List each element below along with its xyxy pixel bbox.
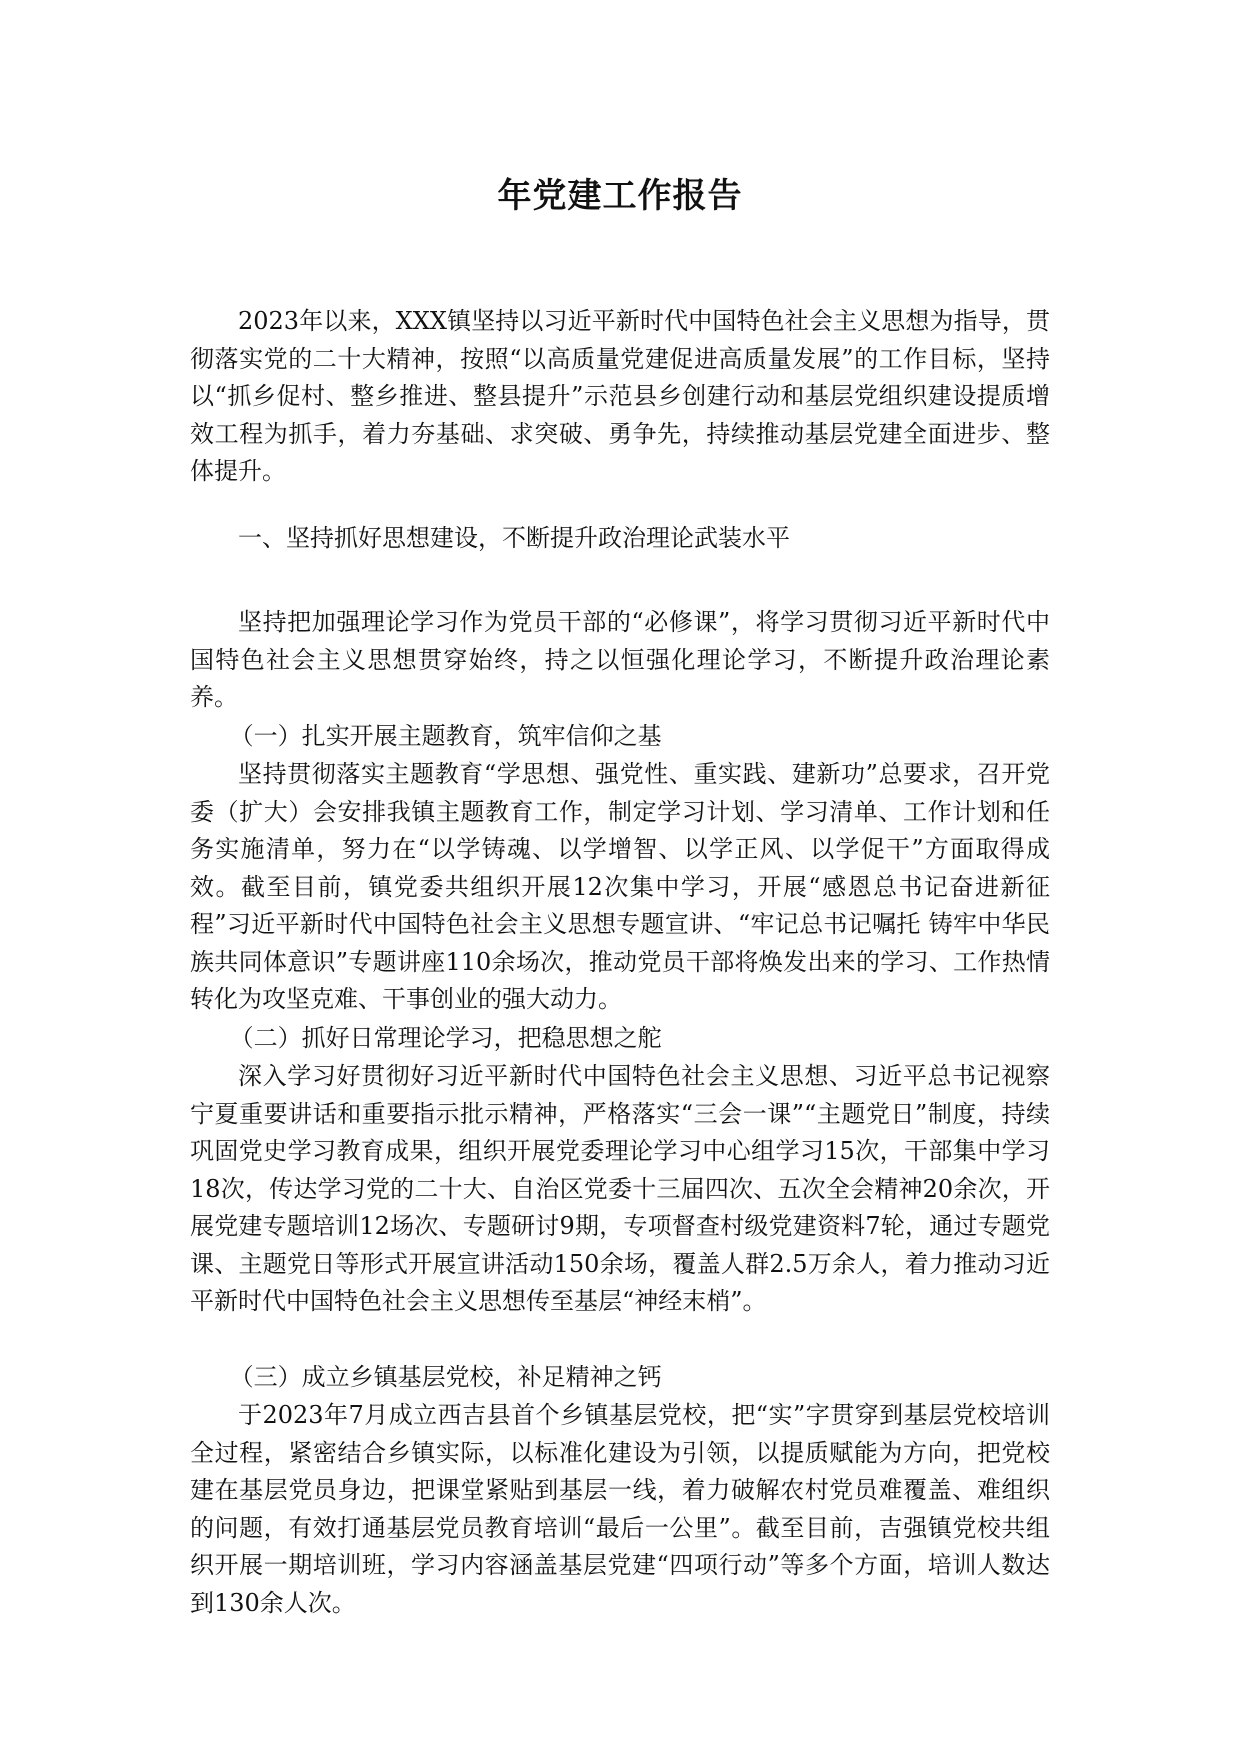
subsection-heading: （二）抓好日常理论学习，把稳思想之舵 — [229, 1024, 662, 1052]
subsection-heading: （一）扎实开展主题教育，筑牢信仰之基 — [229, 722, 662, 750]
section-heading: 一、坚持抓好思想建设，不断提升政治理论武装水平 — [238, 524, 790, 552]
section-intro-paragraph: 坚持把加强理论学习作为党员干部的“必修课”，将学习贯彻习近平新时代中国特色社会主义思想贯穿始终，持之以恒强化理论学习，不断提升政治理论素养。 — [190, 608, 1050, 711]
subsection-heading: （三）成立乡镇基层党校，补足精神之钙 — [229, 1363, 662, 1391]
document-title: 年党建工作报告 — [497, 176, 743, 216]
subsection-paragraph: 坚持贯彻落实主题教育“学思想、强党性、重实践、建新功”总要求，召开党委（扩大）会安排我镇主题教育工作，制定学习计划、学习清单、工作计划和任务实施清单，努力在“以学铸魂、以学增智、以学正风、以学促干”方面取得成效。截至目前，镇党委共组织开展12次集中学习，开展“感恩总书记奋进新征程”习近平新时代中国特色社会主义思想专题宣讲、“牢记总书记嘱托 铸牢中华民族共同体意识”专题讲座110余场次，推动党员干部将焕发出来的学习、工作热情转化为攻坚克难、干事创业的强大动力。 — [190, 760, 1050, 1013]
subsection-paragraph: 于2023年7月成立西吉县首个乡镇基层党校，把“实”字贯穿到基层党校培训全过程，紧密结合乡镇实际，以标准化建设为引领，以提质赋能为方向，把党校建在基层党员身边，把课堂紧贴到基层一线，着力破解农村党员难覆盖、难组织的问题，有效打通基层党员教育培训“最后一公里”。截至目前，吉强镇党校共组织开展一期培训班，学习内容涵盖基层党建“四项行动”等多个方面，培训人数达到130余人次。 — [190, 1401, 1050, 1617]
intro-paragraph: 2023年以来，XXX镇坚持以习近平新时代中国特色社会主义思想为指导，贯彻落实党的二十大精神，按照“以高质量党建促进高质量发展”的工作目标，坚持以“抓乡促村、整乡推进、整县提升”示范县乡创建行动和基层党组织建设提质增效工程为抓手，着力夯基础、求突破、勇争先，持续推动基层党建全面进步、整体提升。 — [190, 307, 1050, 485]
subsection-paragraph: 深入学习好贯彻好习近平新时代中国特色社会主义思想、习近平总书记视察宁夏重要讲话和重要指示批示精神，严格落实“三会一课”“主题党日”制度，持续巩固党史学习教育成果，组织开展党委理论学习中心组学习15次，干部集中学习18次，传达学习党的二十大、自治区党委十三届四次、五次全会精神20余次，开展党建专题培训12场次、专题研讨9期，专项督查村级党建资料7轮，通过专题党课、主题党日等形式开展宣讲活动150余场，覆盖人群2.5万余人，着力推动习近平新时代中国特色社会主义思想传至基层“神经末梢”。 — [190, 1062, 1050, 1315]
